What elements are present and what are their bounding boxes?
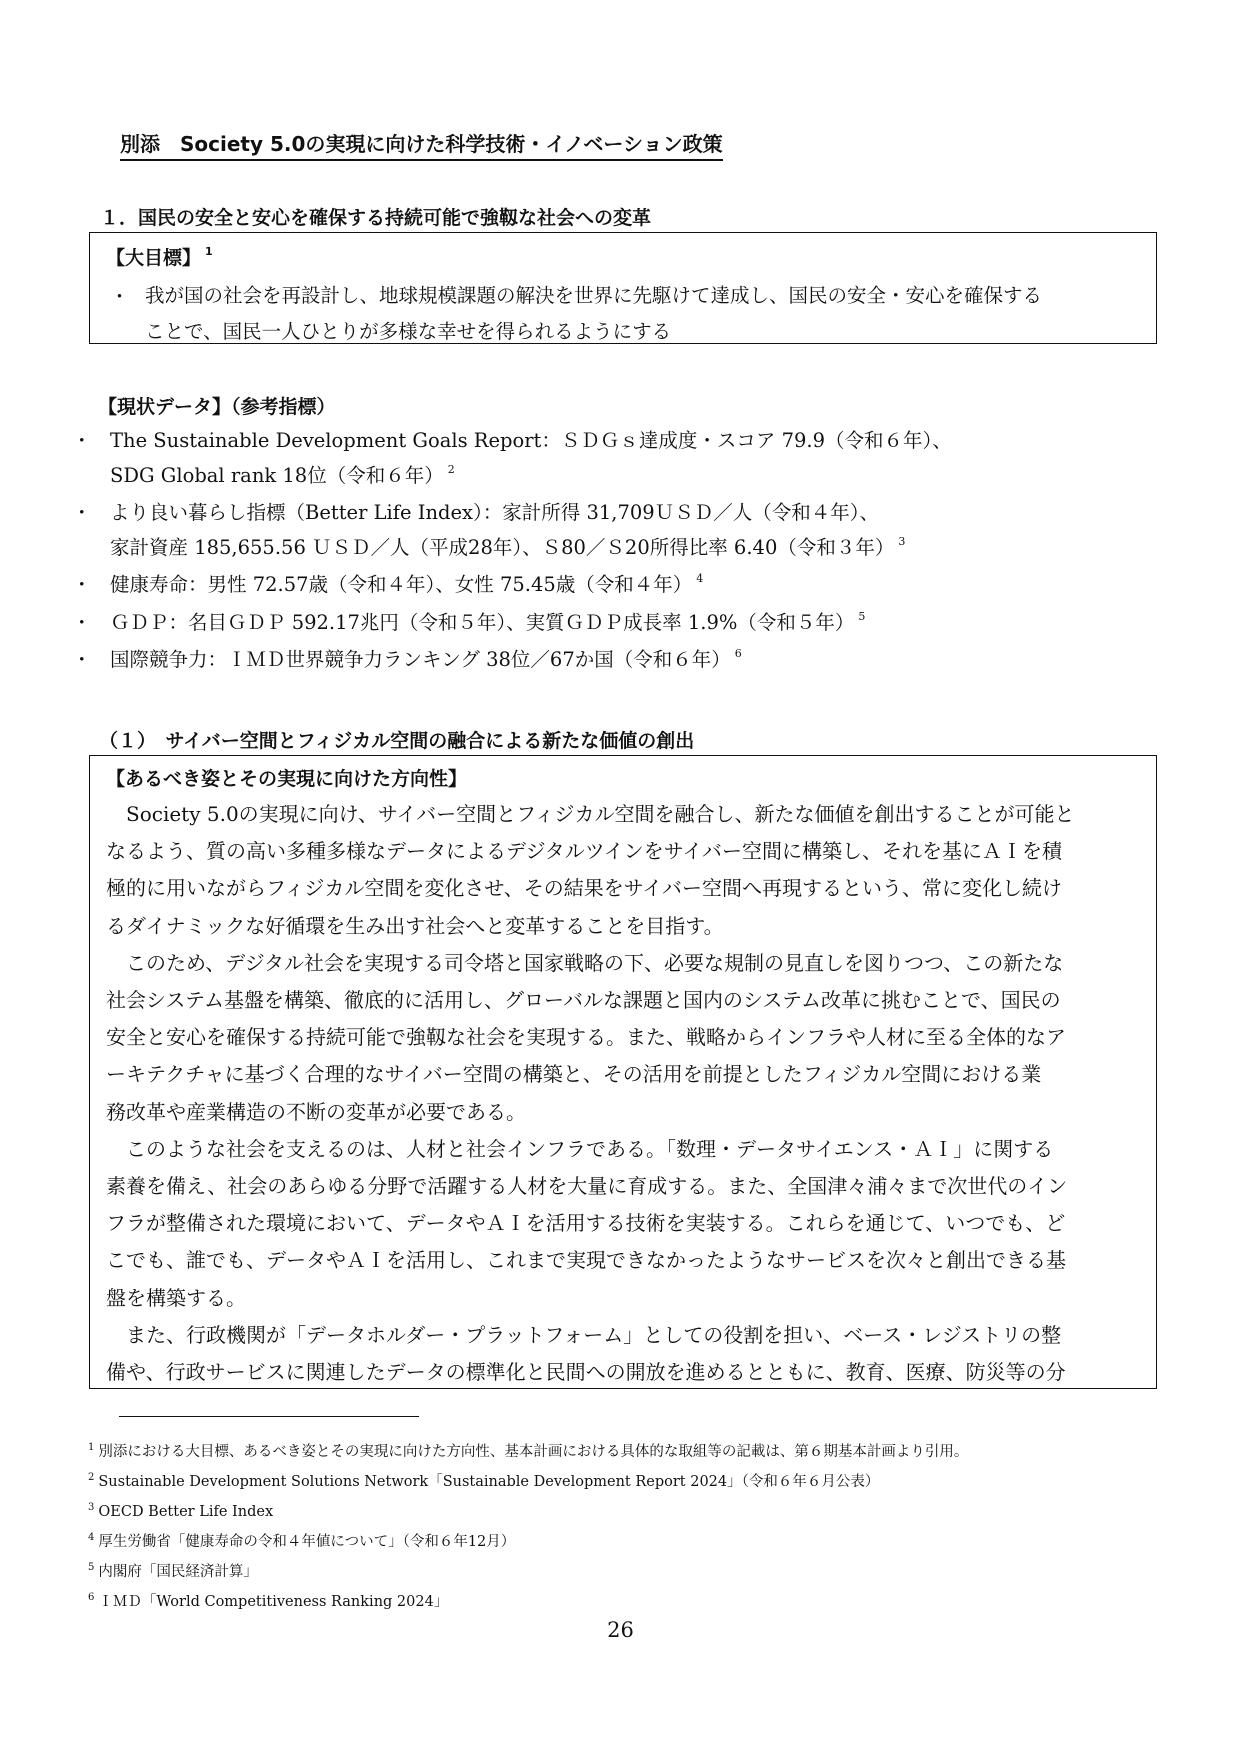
footnote-ref: 5 bbox=[858, 609, 866, 623]
footnote-ref: 3 bbox=[898, 534, 906, 548]
bullet: ・ bbox=[110, 286, 130, 308]
goal-box bbox=[89, 232, 1157, 344]
footnote-text: 内閣府「国民経済計算」 bbox=[98, 1564, 258, 1580]
footnote-text: ＩＭＤ「World Competitiveness Ranking 2024」 bbox=[98, 1594, 449, 1610]
footnote bbox=[88, 1468, 968, 1498]
footnote bbox=[88, 1528, 968, 1558]
list-item bbox=[72, 496, 1162, 568]
item-line-text: 家計資産 185,655.56 ＵＳＤ／人（平成28年）、Ｓ80／Ｓ20所得比率 6.40（令和３年） bbox=[110, 535, 895, 559]
item-line bbox=[110, 531, 1162, 569]
list-item bbox=[72, 568, 1162, 606]
item-line bbox=[110, 459, 1162, 497]
page-number: 26 bbox=[607, 1618, 634, 1642]
list-item bbox=[72, 424, 1162, 496]
paragraph-line: このような社会を支えるのは、人材と社会インフラである。「数理・データサイエンス・ＡＩ」に関する bbox=[106, 1136, 1054, 1161]
item-line bbox=[110, 643, 1162, 681]
paragraph-line: また、行政機関が「データホルダー・プラットフォーム」としての役割を担い、ベース・レジストリの整 bbox=[106, 1322, 1062, 1347]
paragraph-line: ーキテクチャに基づく合理的なサイバー空間の構築と、その活用を前提としたフィジカル空間における業 bbox=[106, 1062, 1042, 1087]
footnote-ref: 1 bbox=[205, 245, 213, 258]
goal-heading-text: 【大目標】 bbox=[106, 247, 202, 269]
footnote-ref: 4 bbox=[696, 572, 704, 585]
vision-box-heading: 【あるべき姿とその実現に向けた方向性】 bbox=[106, 768, 468, 790]
footnote-number: 6 bbox=[88, 1592, 95, 1603]
item-line-text: 国際競争力：ＩＭＤ世界競争力ランキング 38位／67か国（令和６年） bbox=[110, 648, 731, 671]
footnote bbox=[88, 1588, 968, 1618]
current-data-heading: 【現状データ】（参考指標） bbox=[98, 396, 336, 418]
footnote-number: 5 bbox=[88, 1562, 95, 1573]
footnote-ref: 6 bbox=[734, 647, 742, 660]
footnote-text: 厚生労働省「健康寿命の令和４年値について」（令和６年12月） bbox=[98, 1534, 516, 1550]
bullet: ・ bbox=[72, 501, 92, 524]
current-data-list bbox=[72, 424, 1162, 681]
bullet: ・ bbox=[72, 573, 92, 596]
footnote-number: 4 bbox=[88, 1532, 95, 1543]
footnote-number: 2 bbox=[88, 1472, 95, 1483]
paragraph-line: 務改革や産業構造の不断の変革が必要である。 bbox=[106, 1099, 526, 1124]
item-line bbox=[110, 568, 1162, 606]
list-item bbox=[72, 606, 1162, 644]
vision-box bbox=[89, 755, 1157, 1389]
bullet: ・ bbox=[72, 429, 92, 452]
paragraph-line: 備や、行政サービスに関連したデータの標準化と民間への開放を進めるとともに、教育、医療、防災等の分 bbox=[106, 1360, 1066, 1385]
footnote-number: 3 bbox=[88, 1502, 95, 1513]
item-line: The Sustainable Development Goals Report：ＳＤＧｓ達成度・スコア 79.9（令和６年）、 bbox=[110, 429, 952, 452]
goal-box-heading bbox=[106, 243, 213, 270]
subsection-heading: （１） サイバー空間とフィジカル空間の融合による新たな価値の創出 bbox=[99, 730, 695, 752]
footnotes bbox=[88, 1438, 968, 1618]
paragraph-line: フラが整備された環境において、データやＡＩを活用する技術を実装する。これらを通じて、いつでも、ど bbox=[106, 1211, 1066, 1236]
appendix-title: 別添 Society 5.0の実現に向けた科学技術・イノベーション政策 bbox=[120, 128, 723, 161]
section-heading: １．国民の安全と安心を確保する持続可能で強靱な社会への変革 bbox=[100, 207, 652, 229]
paragraph-line: なるよう、質の高い多種多様なデータによるデジタルツインをサイバー空間に構築し、それを基にＡＩを積 bbox=[106, 839, 1062, 864]
paragraph-line: 極的に用いながらフィジカル空間を変化させ、その結果をサイバー空間へ再現するという、常に変化し続け bbox=[106, 876, 1062, 901]
footnote-text: Sustainable Development Solutions Network「Sustainable Development Report 2024」（令和６年６月公表） bbox=[98, 1474, 880, 1490]
footnote bbox=[88, 1558, 968, 1588]
footnote-number: 1 bbox=[88, 1442, 95, 1453]
paragraph-line: 安全と安心を確保する持続可能で強靱な社会を実現する。また、戦略からインフラや人材に至る全体的なア bbox=[106, 1025, 1066, 1050]
item-line bbox=[110, 606, 1162, 644]
vision-body bbox=[106, 796, 1142, 1391]
paragraph-line: 素養を備え、社会のあらゆる分野で活躍する人材を大量に育成する。また、全国津々浦々まで次世代のイン bbox=[106, 1174, 1068, 1199]
item-line: より良い暮らし指標（Better Life Index）：家計所得 31,709ＵＳＤ／人（令和４年）、 bbox=[110, 501, 879, 524]
list-item bbox=[72, 643, 1162, 681]
footnote-text: OECD Better Life Index bbox=[98, 1504, 274, 1520]
paragraph-line: Society 5.0の実現に向け、サイバー空間とフィジカル空間を融合し、新たな価値を創出することが可能と bbox=[106, 802, 1075, 826]
paragraph-line: こでも、誰でも、データやＡＩを活用し、これまで実現できなかったようなサービスを次々と創出できる基 bbox=[106, 1248, 1066, 1273]
footnote bbox=[88, 1498, 968, 1528]
footnote bbox=[88, 1438, 968, 1468]
bullet: ・ bbox=[72, 648, 92, 671]
goal-text bbox=[145, 278, 1145, 350]
bullet: ・ bbox=[72, 610, 92, 634]
goal-line: ことで、国民一人ひとりが多様な幸せを得られるようにする bbox=[145, 320, 672, 343]
footnote-text: 別添における大目標、あるべき姿とその実現に向けた方向性、基本計画における具体的な取組等の記載は、第６期基本計画より引用。 bbox=[98, 1444, 969, 1460]
item-line-text: ＧＤＰ：名目ＧＤＰ 592.17兆円（令和５年）、実質ＧＤＰ成長率 1.9%（令和５年） bbox=[110, 610, 855, 634]
paragraph-line: このため、デジタル社会を実現する司令塔と国家戦略の下、必要な規制の見直しを図りつつ、この新たな bbox=[106, 950, 1064, 975]
footnote-ref: 2 bbox=[447, 462, 455, 476]
goal-line: 我が国の社会を再設計し、地球規模課題の解決を世界に先駆けて達成し、国民の安全・安心を確保する bbox=[145, 284, 1043, 307]
paragraph-line: 盤を構築する。 bbox=[106, 1285, 246, 1310]
footnote-separator bbox=[119, 1416, 419, 1417]
paragraph-line: 社会システム基盤を構築、徹底的に活用し、グローバルな課題と国内のシステム改革に挑むことで、国民の bbox=[106, 988, 1061, 1013]
item-line-text: 健康寿命：男性 72.57歳（令和４年）、女性 75.45歳（令和４年） bbox=[110, 573, 693, 596]
item-line-text: SDG Global rank 18位（令和６年） bbox=[110, 463, 444, 487]
paragraph-line: るダイナミックな好循環を生み出す社会へと変革することを目指す。 bbox=[106, 913, 724, 938]
